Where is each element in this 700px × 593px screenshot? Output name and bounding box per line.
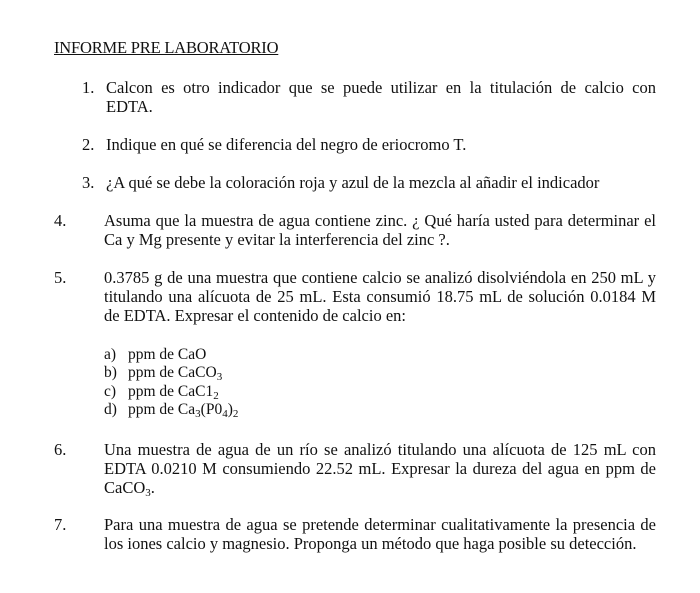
subitem-d [104, 401, 304, 419]
formula-subscript: 3 [195, 408, 201, 420]
subitem-formula [128, 364, 222, 382]
formula-text: ) [227, 401, 233, 418]
question-number: 1. [82, 78, 95, 97]
question-2 [82, 135, 657, 155]
question-3 [82, 173, 657, 193]
question-4 [54, 211, 657, 251]
question-text [106, 78, 656, 116]
question-line: Calcon es otro indicador que se puede utilizar en la titulación de calcio con [106, 78, 656, 97]
subitem-formula [128, 401, 238, 419]
formula-subscript: 2 [232, 408, 239, 420]
question-text [104, 515, 656, 553]
question-line: Asuma que la muestra de agua contiene zinc. ¿ Qué haría usted para determinar el [104, 211, 656, 230]
question-5 [54, 268, 657, 328]
question-line: 0.3785 g de una muestra que contiene calcio se analizó disolviéndola en 250 mL y [104, 268, 656, 287]
question-1 [82, 78, 657, 118]
subitem-b [104, 364, 304, 382]
punctuation: . [150, 478, 155, 497]
question-line: Una muestra de agua de un río se analizó titulando una alícuota de 125 mL con [104, 440, 656, 459]
subitem-label: d) [104, 401, 117, 418]
subitem-label: b) [104, 364, 117, 381]
formula-subscript: 4 [222, 408, 228, 420]
question-7 [54, 515, 657, 555]
subitem-a [104, 346, 304, 364]
formula-subscript: 3 [145, 487, 151, 499]
question-line: ¿A qué se debe la coloración roja y azul de la mezcla al añadir el indicador [106, 173, 600, 192]
formula-subscript: 3 [216, 371, 223, 383]
formula-text: ppm de Ca [128, 401, 196, 418]
question-line: los iones calcio y magnesio. Proponga un método que haga posible su detección. [104, 534, 637, 553]
question-number: 2. [82, 135, 95, 154]
formula-text: CaCO [104, 478, 146, 497]
document-title: INFORME PRE LABORATORIO [54, 38, 279, 57]
question-text [106, 173, 656, 192]
question-line: EDTA. [106, 97, 153, 116]
question-line: Ca y Mg presente y evitar la interferencia del zinc ?. [104, 230, 450, 249]
subitem-formula [128, 383, 219, 401]
formula-text: ppm de CaCO [128, 364, 217, 381]
question-text [104, 440, 656, 497]
formula-text: ppm de CaC1 [128, 383, 214, 400]
subitem-text: ppm de CaO [128, 346, 207, 363]
question-line: EDTA 0.0210 M consumiendo 22.52 mL. Expresar la dureza del agua en ppm de [104, 459, 656, 478]
formula-subscript: 2 [213, 390, 219, 402]
subitem-label: c) [104, 383, 117, 400]
subitem-c [104, 383, 304, 401]
question-number: 7. [54, 515, 67, 534]
question-text [104, 268, 656, 325]
question-number: 5. [54, 268, 67, 287]
question-line: titulando una alícuota de 25 mL. Esta consumió 18.75 mL de solución 0.0184 M [104, 287, 656, 306]
question-text [106, 135, 656, 154]
question-line: Para una muestra de agua se pretende determinar cualitativamente la presencia de [104, 515, 656, 534]
question-line [104, 478, 656, 497]
subitem-label: a) [104, 346, 117, 363]
formula-text: (P0 [200, 401, 223, 418]
question-line: Indique en qué se diferencia del negro de eriocromo T. [106, 135, 467, 154]
question-text [104, 211, 656, 249]
question-number: 4. [54, 211, 67, 230]
question-line: de EDTA. Expresar el contenido de calcio en: [104, 306, 406, 325]
question-number: 6. [54, 440, 67, 459]
question-6 [54, 440, 657, 500]
question-number: 3. [82, 173, 95, 192]
